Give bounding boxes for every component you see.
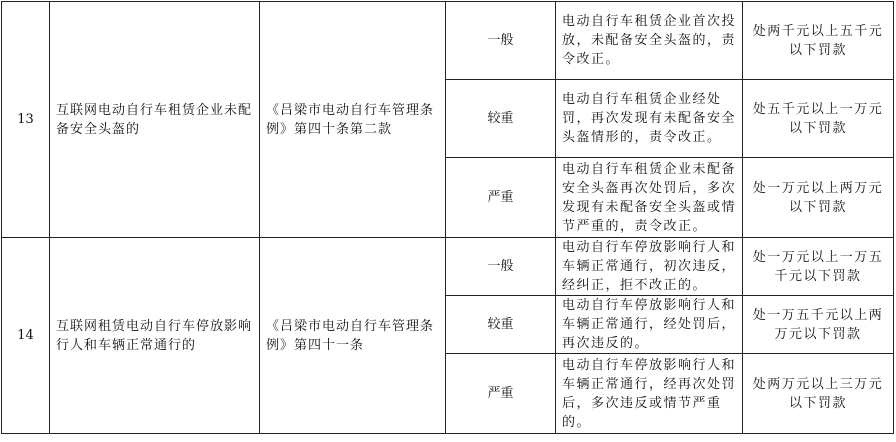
penalty-standard: 处一万五千元以上两万元以下罚款 [743,296,894,354]
circumstance-description: 电动自行车停放影响行人和车辆正常通行，经再次处罚后，多次违反或情节严重的。 [556,354,743,434]
table-row [2,2,894,80]
severity-level: 一般 [446,238,556,296]
severity-level: 严重 [446,354,556,434]
circumstance-description: 电动自行车租赁企业首次投放，未配备安全头盔的，责令改正。 [556,2,743,80]
penalty-standard: 处一万元以上一万五千元以下罚款 [743,238,894,296]
row-number: 13 [2,2,50,238]
penalty-standard: 处五千元以上一万元以下罚款 [743,80,894,158]
severity-level: 一般 [446,2,556,80]
circumstance-description: 电动自行车停放影响行人和车辆正常通行，初次违反，经纠正，拒不改正的。 [556,238,743,296]
row-number: 14 [2,238,50,434]
severity-level: 较重 [446,80,556,158]
legal-basis: 《吕梁市电动自行车管理条例》第四十一条 [260,238,446,434]
penalty-standard: 处一万元以上两万元以下罚款 [743,158,894,238]
legal-basis: 《吕梁市电动自行车管理条例》第四十条第二款 [260,2,446,238]
circumstance-description: 电动自行车停放影响行人和车辆正常通行，经处罚后，再次违反的。 [556,296,743,354]
severity-level: 较重 [446,296,556,354]
penalty-standard: 处两千元以上五千元以下罚款 [743,2,894,80]
table-row [2,238,894,296]
penalty-standard-table [1,1,894,434]
circumstance-description: 电动自行车租赁企业经处罚，再次发现有未配备安全头盔情形的，责令改正。 [556,80,743,158]
violation-item: 互联网电动自行车租赁企业未配备安全头盔的 [50,2,260,238]
circumstance-description: 电动自行车租赁企业未配备安全头盔再次处罚后，多次发现有未配备安全头盔或情节严重的，责令改正。 [556,158,743,238]
severity-level: 严重 [446,158,556,238]
violation-item: 互联网租赁电动自行车停放影响行人和车辆正常通行的 [50,238,260,434]
penalty-standard: 处两万元以上三万元以下罚款 [743,354,894,434]
